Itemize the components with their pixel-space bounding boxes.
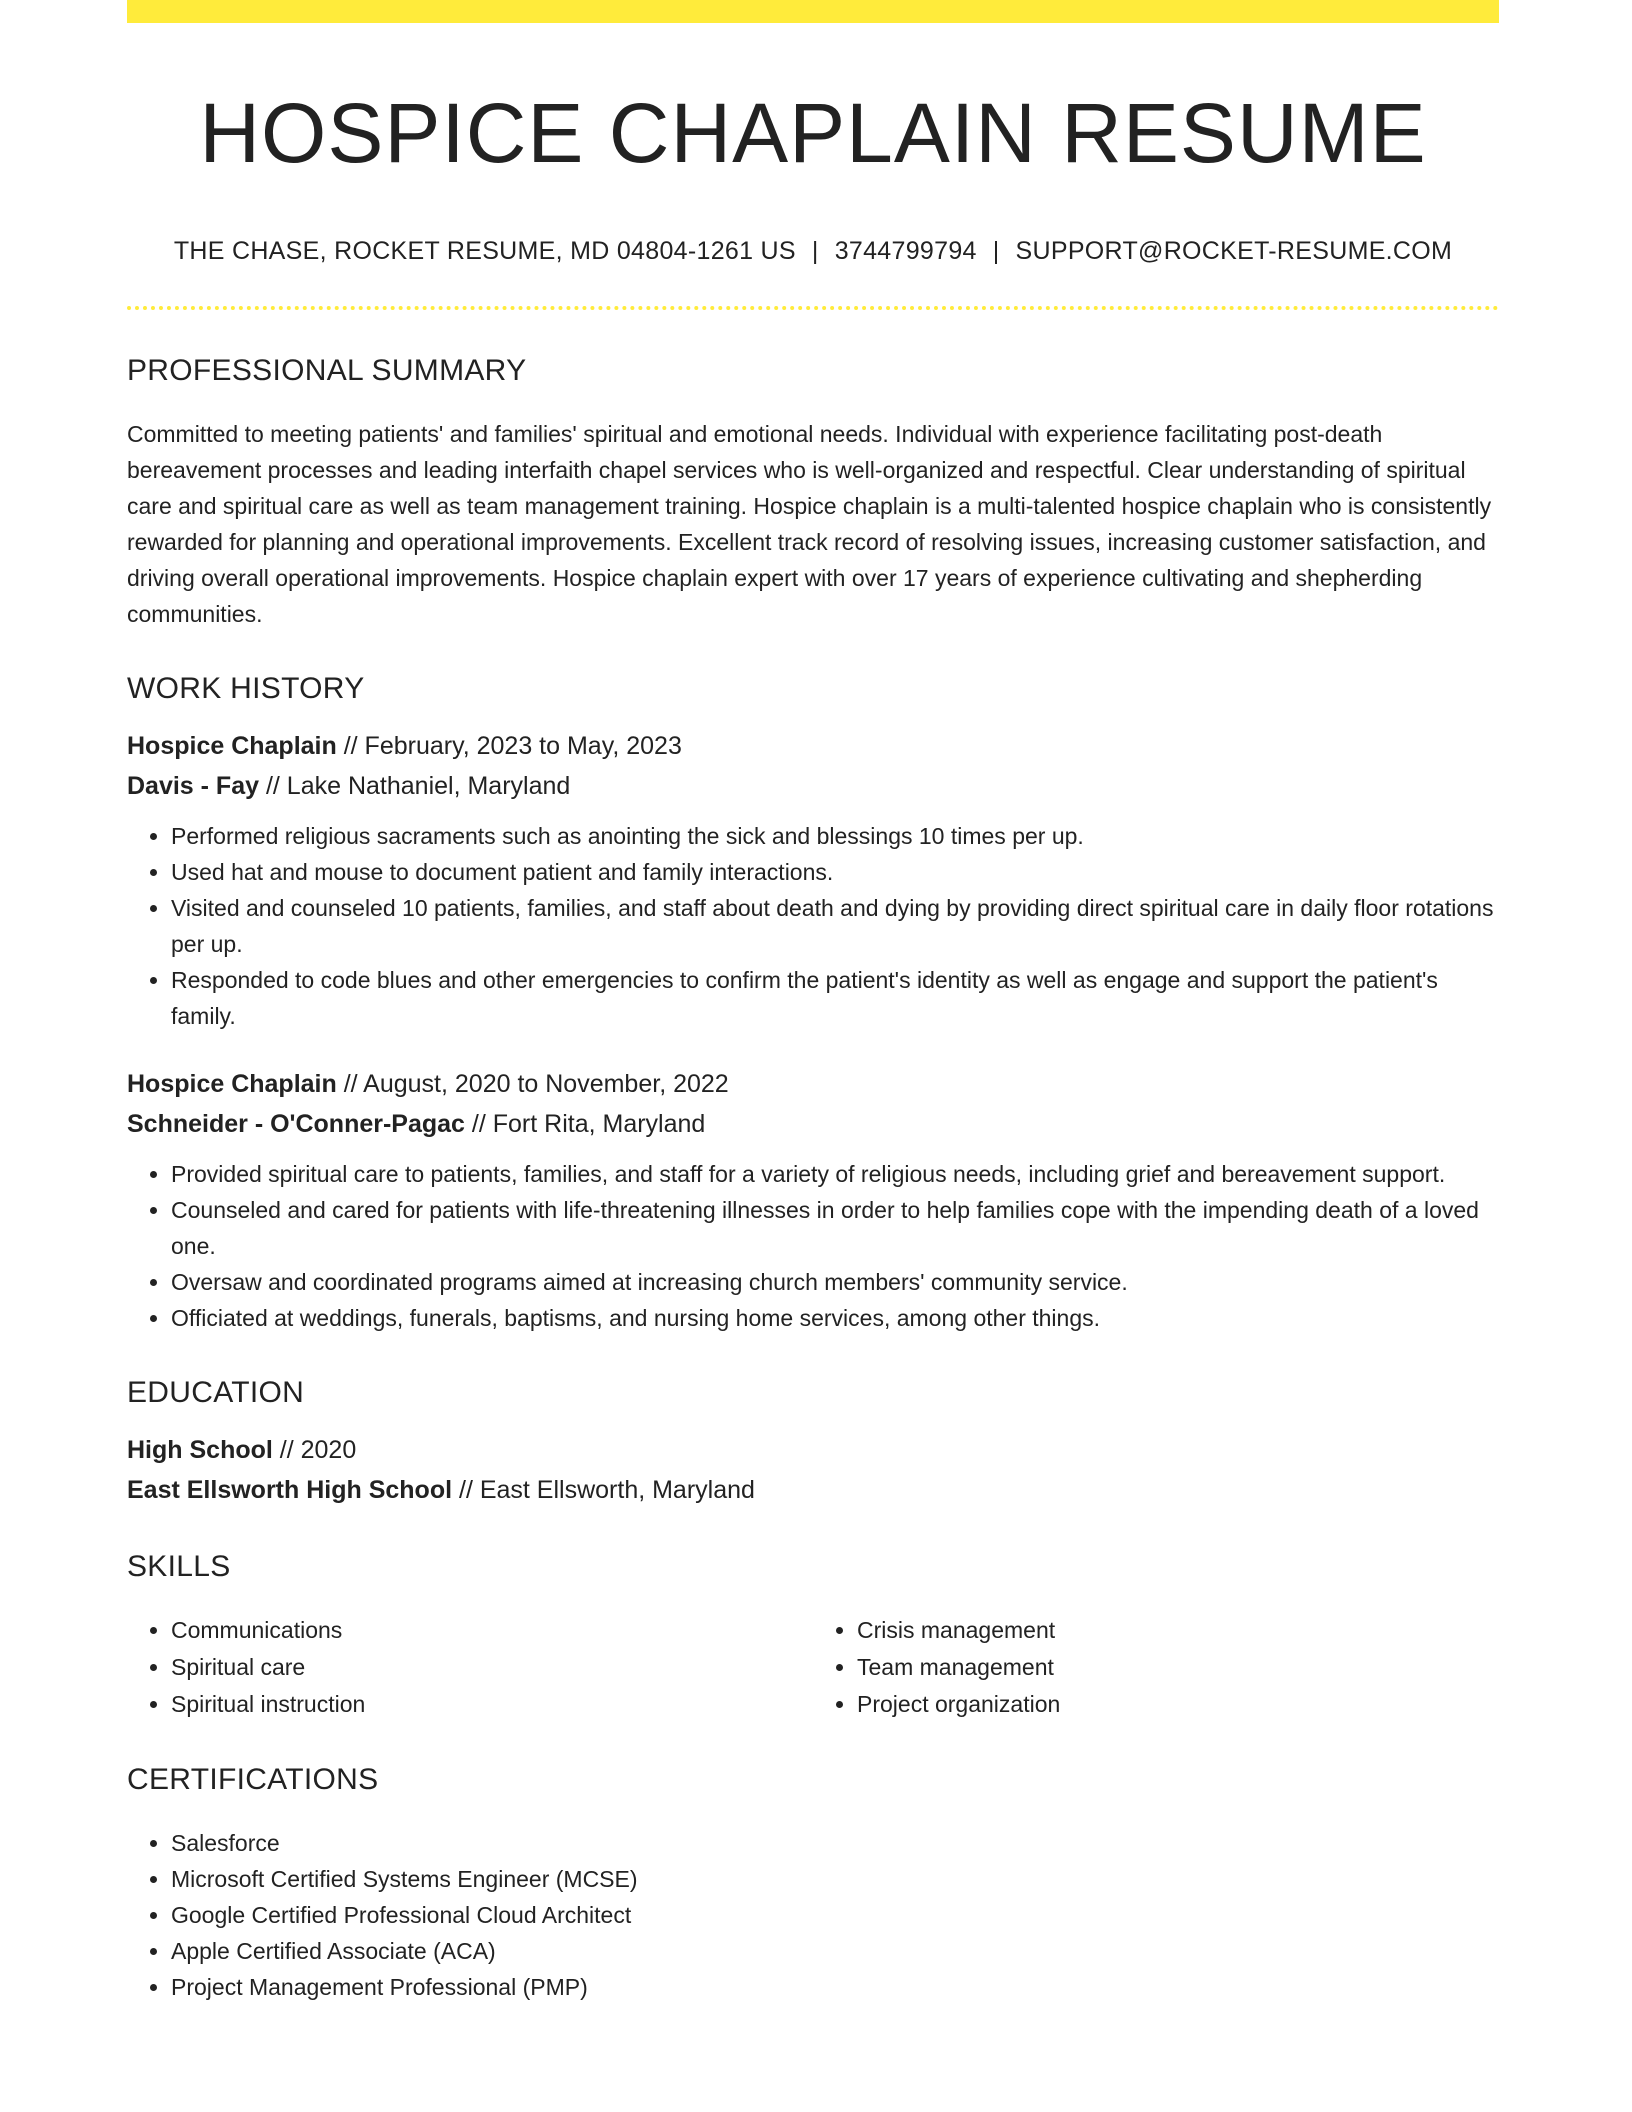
certification-item: • Apple Certified Associate (ACA)	[171, 1933, 1499, 1969]
job-bullet-list	[127, 818, 1499, 1034]
job-company: Schneider - O'Conner-Pagac	[127, 1110, 465, 1139]
skill-item: • Spiritual instruction	[171, 1686, 813, 1723]
job-dates: // August, 2020 to November, 2022	[336, 1070, 729, 1099]
job-title: Hospice Chaplain	[127, 732, 337, 761]
job-bullet: • Counseled and cared for patients with life-threatening illnesses in order to help families cope with the impending death of a loved one.	[171, 1192, 1499, 1264]
certifications-list	[127, 1825, 1499, 2005]
job-company: Davis - Fay	[127, 772, 260, 801]
skills-section	[127, 1550, 1499, 1723]
job-bullet: • Officiated at weddings, funerals, baptisms, and nursing home services, among other things.	[171, 1300, 1499, 1336]
contact-line	[127, 237, 1499, 266]
education-school-line	[127, 1470, 1499, 1510]
skill-item: • Team management	[857, 1649, 1499, 1686]
skill-item: • Spiritual care	[171, 1649, 813, 1686]
certifications-section	[127, 1763, 1499, 2005]
job-bullet: • Visited and counseled 10 patients, families, and staff about death and dying by providing direct spiritual care in daily floor rotations per up.	[171, 890, 1499, 962]
skill-item: • Crisis management	[857, 1612, 1499, 1649]
contact-phone: 3744799794	[834, 237, 977, 266]
summary-heading: PROFESSIONAL SUMMARY	[127, 354, 527, 388]
job-location: // Lake Nathaniel, Maryland	[259, 772, 571, 801]
certification-item: • Google Certified Professional Cloud Architect	[171, 1897, 1499, 1933]
education-school: East Ellsworth High School	[127, 1476, 453, 1505]
job-bullet: • Used hat and mouse to document patient and family interactions.	[171, 854, 1499, 890]
skill-item: • Communications	[171, 1612, 813, 1649]
work-history-section	[127, 672, 1499, 1336]
job-company-line	[127, 766, 1499, 806]
skills-heading: SKILLS	[127, 1550, 231, 1584]
job-bullet: • Provided spiritual care to patients, families, and staff for a variety of religious needs, including grief and bereavement support.	[171, 1156, 1499, 1192]
education-section	[127, 1376, 1499, 1510]
education-year: // 2020	[272, 1436, 357, 1465]
job-bullet-list	[127, 1156, 1499, 1336]
education-heading: EDUCATION	[127, 1376, 305, 1410]
job-title: Hospice Chaplain	[127, 1070, 337, 1099]
resume-page	[127, 0, 1499, 2005]
contact-separator: |	[992, 237, 1000, 266]
education-degree: High School	[127, 1436, 273, 1465]
certification-item: • Salesforce	[171, 1825, 1499, 1861]
certification-item: • Project Management Professional (PMP)	[171, 1969, 1499, 2005]
job-dates: // February, 2023 to May, 2023	[336, 732, 682, 761]
resume-title: HOSPICE CHAPLAIN RESUME	[199, 86, 1427, 180]
job-bullet: • Responded to code blues and other emergencies to confirm the patient's identity as well as engage and support the patient's family.	[171, 962, 1499, 1034]
summary-text: Committed to meeting patients' and families' spiritual and emotional needs. Individual with experience facilitating post-death bereavement processes and leading interfaith chapel services who is well-organized and respectful. Clear understanding of spiritual care and spiritual care as well as team management training. Hospice chaplain is a multi-talented hospice chaplain who is consistently rewarded for planning and operational improvements. Excellent track record of resolving issues, increasing customer satisfaction, and driving overall operational improvements. Hospice chaplain expert with over 17 years of experience cultivating and shepherding communities.	[127, 421, 1492, 628]
work-history-heading: WORK HISTORY	[127, 672, 365, 706]
contact-email: SUPPORT@ROCKET-RESUME.COM	[1015, 237, 1453, 266]
job-location: // Fort Rita, Maryland	[464, 1110, 706, 1139]
education-location: // East Ellsworth, Maryland	[452, 1476, 755, 1505]
certifications-heading: CERTIFICATIONS	[127, 1763, 379, 1797]
skill-item: • Project organization	[857, 1686, 1499, 1723]
certification-item: • Microsoft Certified Systems Engineer (MCSE)	[171, 1861, 1499, 1897]
contact-separator: |	[811, 237, 819, 266]
skills-list-left	[127, 1612, 813, 1723]
job-title-line	[127, 726, 1499, 766]
job-bullet: • Performed religious sacraments such as anointing the sick and blessings 10 times per up.	[171, 818, 1499, 854]
accent-top-bar	[127, 0, 1499, 23]
skills-list-right	[813, 1612, 1499, 1723]
job-company-line	[127, 1104, 1499, 1144]
contact-address: THE CHASE, ROCKET RESUME, MD 04804-1261 US	[173, 237, 796, 266]
skills-columns	[127, 1612, 1499, 1723]
job-title-line	[127, 1064, 1499, 1104]
job-entry	[127, 1064, 1499, 1336]
dotted-divider	[127, 306, 1499, 310]
summary-section	[127, 354, 1499, 632]
job-entry	[127, 726, 1499, 1034]
education-degree-line	[127, 1430, 1499, 1470]
job-bullet: • Oversaw and coordinated programs aimed at increasing church members' community service.	[171, 1264, 1499, 1300]
